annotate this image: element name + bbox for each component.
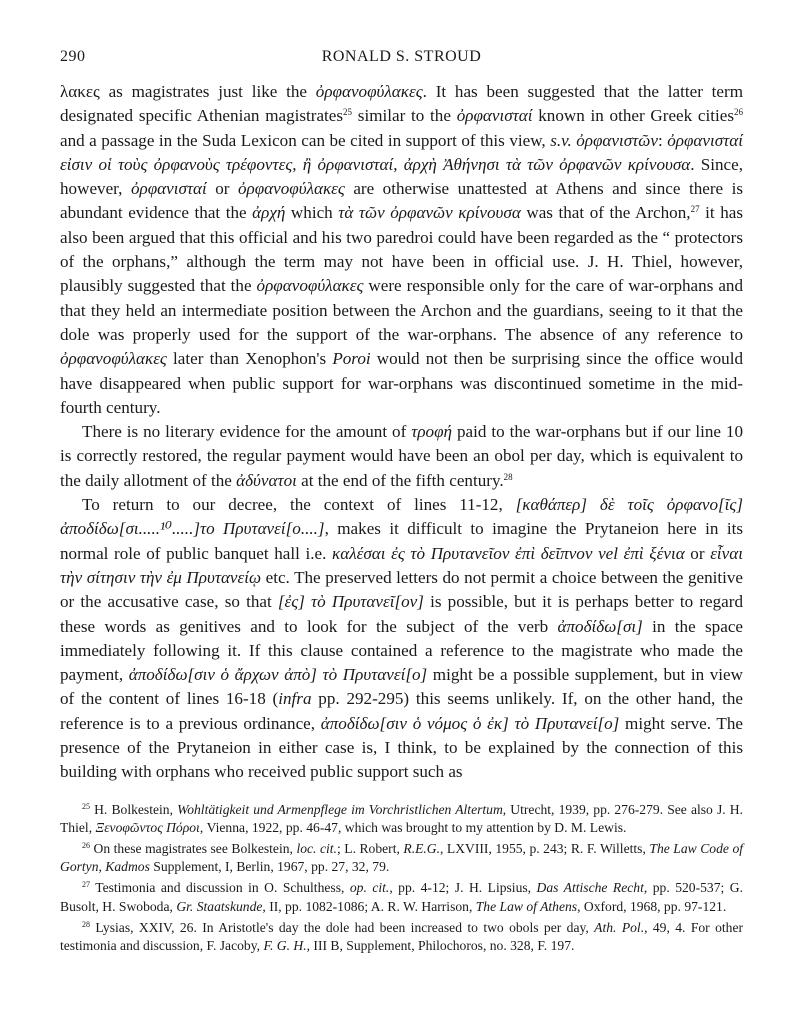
greek-text: ἀποδίδω[σι]	[557, 616, 643, 636]
greek-text: [ἐς] τὸ Πρυτανεῖ[ον]	[277, 592, 424, 612]
greek-text: καλέσαι ἐς τὸ Πρυτανεῖον ἐπὶ δεῖπνον	[332, 543, 593, 563]
footnote-ref-28: 28	[503, 471, 513, 482]
paragraph-3: To return to our decree, the context of lines 11-12, [καθάπερ] δὲ τοῖς ὀρφανο[ῖς] ἀποδίδω[σι.....¹⁰.....]το Πρυτανεί[ο....], makes it difficult to imagine the Prytaneion here in its normal role of public banquet hall i.e. καλέσαι ἐς τὸ Πρυτανεῖον ἐπὶ δεῖπνον vel ἐπὶ ξένια or εἶναι τὴν σίτησιν τὴν ἐμ Πρυτανείῳ etc. The preserved letters do not permit a choice between the genitive or the accusative case, so that [ἐς] τὸ Πρυτανεῖ[ον] is possible, but it is perhaps better to regard these words as genitives and to look for the subject of the verb ἀποδίδω[σι] in the space immediately following it. If this clause contained a reference to the magistrate who made the payment, ἀποδίδω[σιν ὁ ἄρχων ἀπὸ] τὸ Πρυτανεί[ο] might be a possible supplement, but in view of the content of lines 16-18 (infra pp. 292-295) this seems unlikely. If, on the other hand, the reference is to a previous ordinance, ἀποδίδω[σιν ὁ νόμος ὁ ἐκ] τὸ Πρυτανεί[ο] might serve. The presence of the Prytaneion in either case is, I think, to be explained by the connection of this building with orphans who received public support such as	[60, 495, 744, 782]
running-header	[60, 40, 743, 66]
main-text	[60, 80, 743, 785]
footnote-ref-25: 25	[343, 107, 353, 118]
footnote-28: $^{28}$ Lysias, XXIV, 26. In Aristotle's day the dole had been increased to two obols per day, Ath. Pol., 49, 4. For other testimonia and discussion, F. Jacoby, F. G. H., III B, Supplement, Philochoros, no. 328, F. 197.	[60, 919, 744, 954]
greek-text: ὀρφανισταί	[130, 179, 207, 199]
greek-text: εἶναι τὴν σίτησιν τὴν ἐμ Πρυτανείῳ	[60, 543, 743, 587]
greek-text: ὀρφανοφύλακες	[60, 349, 167, 369]
greek-text: ὀρφανοφύλακες	[315, 82, 423, 101]
greek-text: ἀποδίδω[σιν ὁ νόμος ὁ ἐκ] τὸ Πρυτανεί[ο]	[320, 713, 620, 733]
greek-text: ἐπὶ ξένια	[623, 543, 685, 563]
footnote-ref-27: 27	[690, 204, 700, 215]
greek-text: ἀποδίδω[σιν ὁ ἄρχων ἀπὸ] τὸ Πρυτανεί[ο]	[128, 665, 428, 685]
paragraph-2: There is no literary evidence for the amount of τροφή paid to the war-orphans but if our line 10 is correctly restored, the regular payment would have been an obol per day, which is equivalent to the daily allotment of the ἀδύνατοι at the end of the fifth century.$^{28}$	[60, 422, 743, 490]
page	[60, 40, 743, 955]
greek-text: ὀρφανοφύλακες	[237, 179, 345, 199]
greek-quotation: ὀρφανισταί εἰσιν οἱ τοὺς ὀρφανοὺς τρέφοντες, ἢ ὀρφανισταί, ἀρχὴ Ἀθήνησι τὰ τῶν ὀρφανῶν κρίνουσα	[60, 130, 743, 174]
greek-text: τὰ τῶν ὀρφανῶν κρίνουσα	[338, 203, 521, 223]
title-poroi: Poroi	[332, 349, 371, 369]
footnotes	[60, 801, 743, 956]
running-head-author: RONALD S. STROUD	[321, 48, 482, 65]
greek-text: ὀρφανισταί	[456, 106, 533, 126]
footnote-27: $^{27}$ Testimonia and discussion in O. Schulthess, op. cit., pp. 4-12; J. H. Lipsius, Das Attische Recht, pp. 520-537; G. Busolt, H. Swoboda, Gr. Staatskunde, II, pp. 1082-1086; A. R. W. Harrison, The Law of Athens, Oxford, 1968, pp. 97-121.	[60, 880, 743, 914]
greek-inscription-text: [καθάπερ] δὲ τοῖς ὀρφανο[ῖς] ἀποδίδω[σι.....¹⁰.....]το Πρυτανεί[ο....]	[60, 495, 744, 539]
greek-text: s.v. ὀρφανιστῶν	[550, 130, 658, 150]
greek-text: ὀρφανοφύλακες	[256, 276, 364, 296]
greek-text: τροφή	[411, 422, 453, 442]
greek-text: ἀρχή	[252, 203, 286, 223]
footnote-ref-26: 26	[734, 107, 743, 118]
footnote-25: $^{25}$ H. Bolkestein, Wohltätigkeit und Armenpflege im Vorchristlichen Altertum, Utrecht, 1939, pp. 276-279. See also J. H. Thiel, Ξενοφῶντος Πόροι, Vienna, 1922, pp. 46-47, which was brought to my attention by D. M. Lewis.	[60, 801, 743, 835]
paragraph-1: λακες as magistrates just like the ὀρφανοφύλακες. It has been suggested that the latter term designated specific Athenian magistrates$^{25}$ similar to the ὀρφανισταί known in other Greek cities$^{26}$ and a passage in the Suda Lexicon can be cited in support of this view, s.v. ὀρφανιστῶν: ὀρφανισταί εἰσιν οἱ τοὺς ὀρφανοὺς τρέφοντες, ἢ ὀρφανισταί, ἀρχὴ Ἀθήνησι τὰ τῶν ὀρφανῶν κρίνουσα. Since, however, ὀρφανισταί or ὀρφανοφύλακες are otherwise unattested at Athens and since there is abundant evidence that the ἀρχή which τὰ τῶν ὀρφανῶν κρίνουσα was that of the Archon,$^{27}$ it has also been argued that this official and his two paredroi could have been regarded as the “ protectors of the orphans,” although the term may not have been in official use. J. H. Thiel, however, plausibly suggested that the ὀρφανοφύλακες were responsible only for the care of war-orphans and that they held an intermediate position between the Archon and the guardians, seeing to it that the dole was properly used for the support of the war-orphans. The absence of any reference to ὀρφανοφύλακες later than Xenophon's Poroi would not then be surprising since the office would have disappeared when public support for war-orphans was discontinued sometime in the mid-fourth century.	[60, 82, 744, 417]
footnote-26: $^{26}$ On these magistrates see Bolkestein, loc. cit.; L. Robert, R.E.G., LXVIII, 1955, p. 243; R. F. Willetts, The Law Code of Gortyn, Kadmos Supplement, I, Berlin, 1967, pp. 27, 32, 79.	[60, 841, 744, 875]
page-number: 290	[60, 48, 86, 65]
greek-text: ἀδύνατοι	[236, 470, 297, 490]
